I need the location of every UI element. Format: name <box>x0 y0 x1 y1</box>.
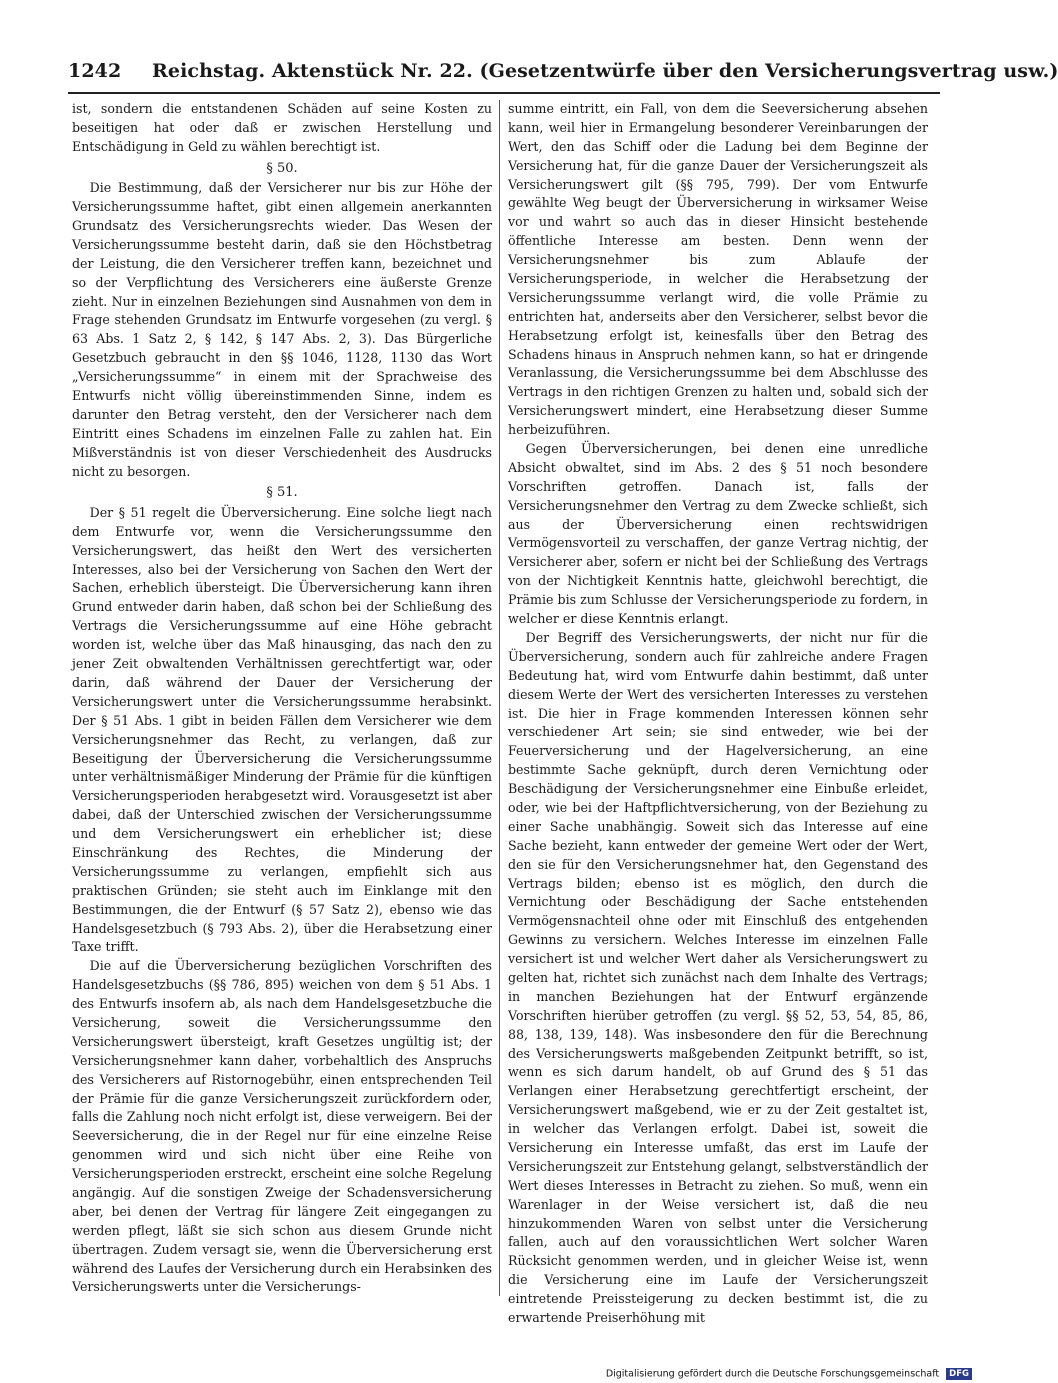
paragraph: summe eintritt, ein Fall, von dem die Seeversicherung absehen kann, weil hier in Ermangelung besonderer Vereinbarungen der Wert, den das Schiff oder die Ladung bei dem Beginne der Versicherung hat, für die ganze Dauer der Versicherungszeit als Versicherungswert gilt (§§ 795, 799). Der vom Entwurfe gewählte Weg beugt der Überversicherung in wirksamer Weise vor und wahrt so auch das in dieser Hinsicht bestehende öffentliche Interesse am besten. Denn wenn der Versicherungsnehmer bis zum Ablaufe der Versicherungsperiode, in welcher die Herabsetzung der Versicherungssumme verlangt wird, die volle Prämie zu entrichten hat, anderseits aber den Versicherer, selbst bevor die Herabsetzung erfolgt ist, keinesfalls über den Betrag des Schadens hinaus in Anspruch nehmen kann, so hat er dringende Veranlassung, die Versicherungssumme bei dem Abschlusse des Vertrags in den richtigen Grenzen zu halten und, sobald sich der Versicherungswert mindert, eine Herabsetzung dieser Summe herbeizuführen. <box>508 101 928 438</box>
paragraph: Die Bestimmung, daß der Versicherer nur bis zur Höhe der Versicherungssumme haftet, gibt einen allgemein anerkannten Grundsatz des Versicherungsrechts wieder. Das Wesen der Versicherungssumme besteht darin, daß sie den Höchstbetrag der Leistung, die den Versicherer treffen kann, bezeichnet und so der Verpflichtung des Versicherers eine äußerste Grenze zieht. Nur in einzelnen Beziehungen sind Ausnahmen von dem in Frage stehenden Grundsatz im Entwurfe vorgesehen (zu vergl. § 63 Abs. 1 Satz 2, § 142, § 147 Abs. 2, 3). Das Bürgerliche Gesetzbuch gebraucht in den §§ 1046, 1128, 1130 das Wort „Versicherungssumme“ in einem mit der Sprachweise des Entwurfs nicht völlig übereinstimmenden Sinne, indem es darunter den Betrag versteht, den der Versicherer nach dem Eintritt eines Schadens im einzelnen Falle zu zahlen hat. Ein Mißverständnis ist von dieser Verschiedenheit des Ausdrucks nicht zu besorgen. <box>72 180 492 479</box>
page-header <box>68 58 1058 88</box>
right-column <box>508 100 928 1325</box>
section-heading: § 51. <box>266 485 298 501</box>
header-rule <box>68 92 940 94</box>
section-heading: § 50. <box>266 160 298 176</box>
left-column <box>72 100 492 1298</box>
footer-text: Digitalisierung gefördert durch die Deutsche Forschungsgemeinschaft <box>605 1368 940 1380</box>
page-number: 1242 <box>68 60 122 82</box>
dfg-logo: DFG <box>946 1368 972 1380</box>
paragraph: Gegen Überversicherungen, bei denen eine unredliche Absicht obwaltet, sind im Abs. 2 des § 51 noch besondere Vorschriften getroffen. Danach ist, falls der Versicherungsnehmer den Vertrag zu dem Zwecke schließt, sich aus der Überversicherung einen rechtswidrigen Vermögensvorteil zu verschaffen, der ganze Vertrag nichtig, der Versicherer aber, sofern er nicht bei der Schließung des Vertrags von der Nichtigkeit Kenntnis hatte, gleichwohl berechtigt, die Prämie bis zum Schlusse der Versicherungsperiode zu fordern, in welcher er diese Kenntnis erlangt. <box>508 441 928 627</box>
running-title: Reichstag. Aktenstück Nr. 22. (Gesetzentwürfe über den Versicherungsvertrag usw.) <box>152 60 1058 82</box>
paragraph: Der Begriff des Versicherungswerts, der nicht nur für die Überversicherung, sondern auch für zahlreiche andere Fragen Bedeutung hat, wird vom Entwurfe dahin bestimmt, daß unter diesem Werte der Wert des versicherten Interesses zu verstehen ist. Die hier in Frage kommenden Interessen können sehr verschiedener Art sein; sie sind entweder, wie bei der Feuerversicherung und der Hagelversicherung, an eine bestimmte Sache geknüpft, durch deren Vernichtung oder Beschädigung der Versicherungsnehmer eine Einbuße erleidet, oder, wie bei der Haftpflichtversicherung, von der Beziehung zu einer Sache unabhängig. Soweit sich das Interesse auf eine Sache bezieht, kann entweder der gemeine Wert oder der Wert, den sie für den Versicherungsnehmer hat, den Gegenstand des Vertrags bilden; ebenso ist es möglich, den durch die Vernichtung oder Beschädigung der Sache entstehenden Vermögensnachteil ohne oder mit Einschluß des entgehenden Gewinns zu versichern. Welches Interesse im einzelnen Falle versichert ist und welcher Wert daher als Versicherungswert zu gelten hat, richtet sich zunächst nach dem Inhalte des Vertrags; in manchen Beziehungen hat der Entwurf ergänzende Vorschriften hierüber getroffen (zu vergl. §§ 52, 53, 54, 85, 86, 88, 138, 139, 148). Was insbesondere den für die Berechnung des Versicherungswerts maßgebenden Zeitpunkt betrifft, so ist, wenn es sich darum handelt, ob auf Grund des § 51 das Verlangen einer Herabsetzung gerechtfertigt erscheint, der Versicherungswert maßgebend, wie er zu der Zeit gestaltet ist, in welcher das Verlangen erfolgt. Dabei ist, soweit die Versicherung ein Interesse umfaßt, das erst im Laufe der Versicherungszeit zur Entstehung gelangt, selbstverständlich der Wert dieses Interesses in Betracht zu ziehen. So muß, wenn ein Warenlager in der Weise versichert ist, daß die neu hinzukommenden Waren von selbst unter die Versicherung fallen, auch auf den voraussichtlichen Wert solcher Waren Rücksicht genommen werden, und in gleicher Weise ist, wenn die Versicherung eine im Laufe der Versicherungszeit eintretende Preissteigerung zu decken bestimmt ist, die zu erwartende Preiserhöhung mit <box>508 629 928 1325</box>
column-divider <box>499 100 500 1296</box>
footer-credit <box>606 1368 972 1382</box>
paragraph: Die auf die Überversicherung bezüglichen Vorschriften des Handelsgesetzbuchs (§§ 786, 895) weichen von dem § 51 Abs. 1 des Entwurfs insofern ab, als nach dem Handelsgesetzbuche die Versicherung, soweit die Versicherungssumme den Versicherungswert übersteigt, kraft Gesetzes ungültig ist; der Versicherungsnehmer kann daher, vorbehaltlich des Anspruchs des Versicherers auf Ristornogebühr, einen entsprechenden Teil der Prämie für die ganze Versicherungszeit zurückfordern oder, falls die Zahlung noch nicht erfolgt ist, diese verweigern. Bei der Seeversicherung, die in der Regel nur für eine einzelne Reise genommen wird und sich nicht über eine Reihe von Versicherungsperioden erstreckt, erscheint eine solche Regelung angängig. Auf die sonstigen Zweige der Schadensversicherung aber, bei denen der Vertrag für längere Zeit eingegangen zu werden pflegt, läßt sie sich schon aus diesem Grunde nicht übertragen. Zudem versagt sie, wenn die Überversicherung erst während des Laufes der Versicherung durch ein Herabsinken des Versicherungswerts unter die Versicherungs- <box>72 958 492 1295</box>
paragraph: Der § 51 regelt die Überversicherung. Eine solche liegt nach dem Entwurfe vor, wenn die Versicherungssumme den Versicherungswert, das heißt den Wert des versicherten Interesses, also bei der Versicherung von Sachen den Wert der Sachen, erheblich übersteigt. Die Überversicherung kann ihren Grund entweder darin haben, daß schon bei der Schließung des Vertrags die Versicherungssumme auf eine Höhe gebracht worden ist, welche über das Maß hinausging, das nach den zu jener Zeit obwaltenden Verhältnissen gerechtfertigt war, oder darin, daß während der Dauer der Versicherung der Versicherungswert unter die Versicherungssumme herabsinkt. Der § 51 Abs. 1 gibt in beiden Fällen dem Versicherer wie dem Versicherungsnehmer das Recht, zu verlangen, daß zur Beseitigung der Überversicherung die Versicherungssumme unter verhältnismäßiger Minderung der Prämie für die künftigen Versicherungsperioden herabgesetzt wird. Vorausgesetzt ist aber dabei, daß der Unterschied zwischen der Versicherungssumme und dem Versicherungswert ein erheblicher ist; diese Einschränkung des Rechtes, die Minderung der Versicherungssumme zu verlangen, empfiehlt sich aus praktischen Gründen; sie steht auch im Einklange mit den Bestimmungen, die der Entwurf (§ 57 Satz 2), ebenso wie das Handelsgesetzbuch (§ 793 Abs. 2), über die Herabsetzung einer Taxe trifft. <box>72 504 492 955</box>
paragraph: ist, sondern die entstandenen Schäden auf seine Kosten zu beseitigen hat oder daß er zwischen Herstellung und Entschädigung in Geld zu wählen berechtigt ist. <box>72 101 492 154</box>
